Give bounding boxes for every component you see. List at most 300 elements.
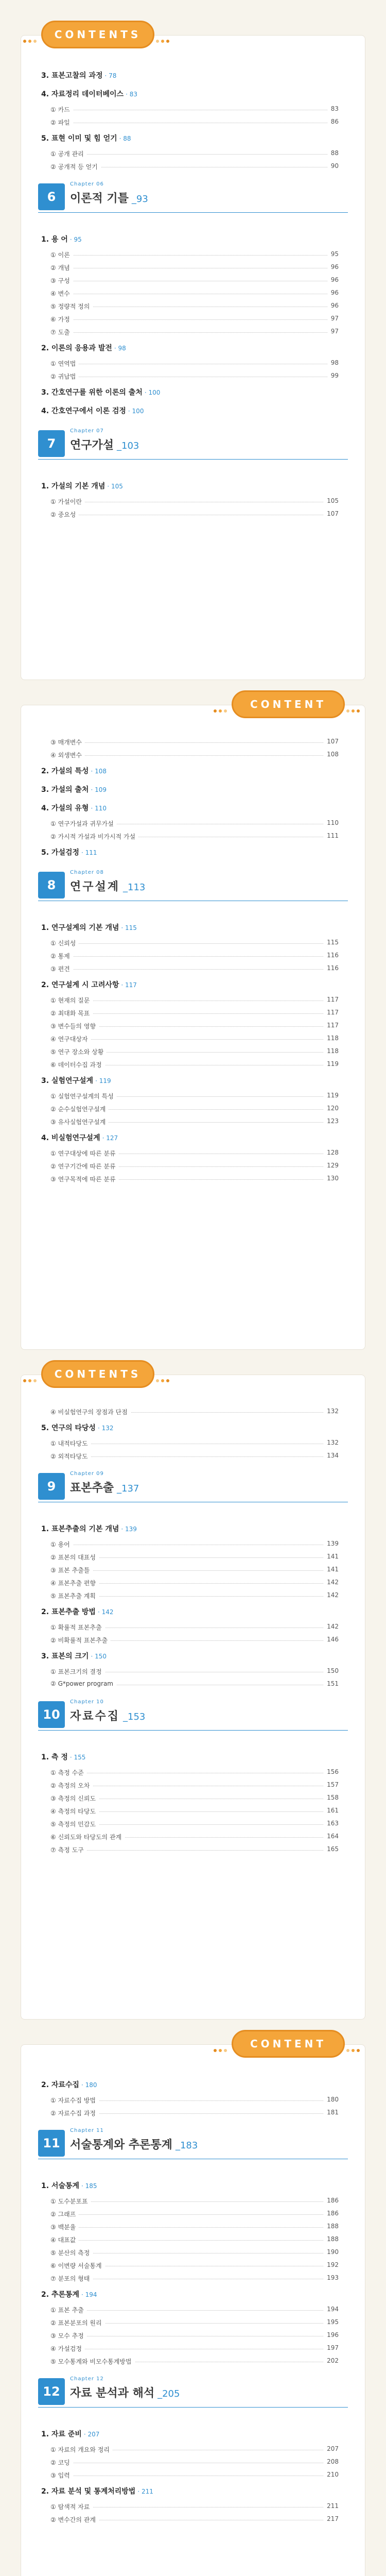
subsection-title: ① 도수분포표 (50, 2197, 91, 2206)
section-page-number: · 110 (91, 805, 107, 812)
subsection-entry[interactable] (50, 2457, 339, 2468)
section-entry[interactable] (41, 922, 137, 933)
chapter-rule (38, 1730, 348, 1731)
dot-leader (50, 255, 339, 256)
section-entry[interactable] (41, 803, 107, 813)
chapter-title (70, 1707, 145, 1723)
toc-panel (21, 35, 365, 680)
section-entry[interactable] (41, 89, 137, 99)
subsection-entry[interactable] (50, 1148, 339, 1159)
section-title: 1. 측 정 (41, 1753, 68, 1761)
section-title: 2. 자료 분석 및 통계처리방법 (41, 2487, 136, 2496)
subsection-entry[interactable] (50, 1780, 339, 1791)
subsection-page-number: 188 (324, 2235, 339, 2243)
subsection-title: ① 가설이란 (50, 497, 85, 506)
subsection-page-number: 111 (324, 832, 339, 839)
subsection-entry[interactable] (50, 1635, 339, 1646)
subsection-entry[interactable] (50, 1590, 339, 1602)
subsection-entry[interactable] (50, 2273, 339, 2284)
section-entry[interactable] (41, 847, 97, 857)
subsection-title: ⑥ 신뢰도와 타당도의 관계 (50, 1833, 125, 1841)
subsection-title: ⑥ 이변량 서술통계 (50, 2261, 105, 2270)
subsection-page-number: 117 (324, 996, 339, 1003)
subsection-entry[interactable] (50, 275, 339, 286)
subsection-entry[interactable] (50, 963, 339, 975)
subsection-entry[interactable] (50, 2470, 339, 2481)
subsection-entry[interactable] (50, 1059, 339, 1071)
subsection-entry[interactable] (50, 1008, 339, 1019)
subsection-title: ② 통제 (50, 952, 73, 960)
subsection-page-number: 105 (324, 497, 339, 504)
chapter-title-text: 이론적 기틀 (70, 192, 129, 205)
subsection-entry[interactable] (50, 2317, 339, 2329)
chapter-tag: Chapter 12 (70, 2376, 104, 2382)
subsection-page-number: 142 (324, 1579, 339, 1586)
subsection-entry[interactable] (50, 2234, 339, 2246)
subsection-entry[interactable] (50, 1161, 339, 1172)
section-page-number: · 142 (97, 1608, 114, 1616)
subsection-title: ① 용어 (50, 1540, 73, 1549)
subsection-title: ② 외적타당도 (50, 1452, 91, 1461)
subsection-page-number: 129 (324, 1162, 339, 1169)
subsection-title: ② 파일 (50, 118, 73, 127)
subsection-title: ② 비확률적 표본추출 (50, 1636, 111, 1645)
subsection-title: ④ 대표값 (50, 2235, 79, 2244)
section-title: 1. 자료 준비 (41, 2430, 82, 2438)
subsection-entry[interactable] (50, 1679, 339, 1690)
chapter-title (70, 1479, 139, 1495)
section-page-number: · 132 (97, 1425, 114, 1432)
section-page-number: · 100 (128, 408, 144, 415)
subsection-entry[interactable] (50, 2330, 339, 2342)
subsection-title: ② 측정의 오차 (50, 1781, 93, 1790)
tab-dots-decoration (345, 2042, 364, 2046)
section-page-number: · 155 (69, 1754, 86, 1761)
chapter-number-badge: 9 (38, 1473, 65, 1500)
chapter-tag: Chapter 07 (70, 428, 104, 434)
subsection-entry[interactable] (50, 1622, 339, 1633)
subsection-entry[interactable] (50, 104, 339, 115)
subsection-title: ⑤ 모수통계와 비모수통계방법 (50, 2357, 135, 2366)
chapter-number-badge: 8 (38, 872, 65, 899)
subsection-title: ① 신뢰성 (50, 939, 79, 947)
subsection-page-number: 141 (324, 1553, 339, 1560)
subsection-page-number: 97 (328, 315, 339, 322)
subsection-title: ③ 모수 추정 (50, 2331, 87, 2340)
section-page-number: · 115 (121, 924, 137, 931)
subsection-entry[interactable] (50, 161, 339, 173)
subsection-title: ⑤ 분산의 측정 (50, 2248, 93, 2257)
subsection-entry[interactable] (50, 1021, 339, 1032)
chapter-tag: Chapter 09 (70, 1471, 104, 1477)
subsection-title: ② 표본의 대표성 (50, 1553, 99, 1562)
subsection-entry[interactable] (50, 1844, 339, 1856)
subsection-entry[interactable] (50, 1033, 339, 1045)
chapter-rule (38, 2407, 348, 2408)
subsection-entry[interactable] (50, 2501, 339, 2513)
subsection-entry[interactable] (50, 1767, 339, 1778)
subsection-page-number: 217 (324, 2515, 339, 2522)
subsection-title: ① 연구가설과 귀무가설 (50, 819, 117, 828)
subsection-page-number: 116 (324, 952, 339, 959)
subsection-page-number: 130 (324, 1175, 339, 1182)
subsection-entry[interactable] (50, 2356, 339, 2367)
subsection-page-number: 211 (324, 2502, 339, 2510)
subsection-page-number: 139 (324, 1540, 339, 1547)
subsection-page-number: 86 (328, 118, 339, 125)
subsection-title: ⑥ 데이터수집 과정 (50, 1060, 105, 1069)
chapter-heading[interactable] (38, 1701, 348, 1734)
chapter-heading[interactable] (38, 2130, 348, 2163)
section-title: 2. 추론통계 (41, 2291, 80, 2299)
subsection-page-number: 96 (328, 276, 339, 283)
subsection-entry[interactable] (50, 1552, 339, 1563)
section-page-number: · 105 (107, 483, 123, 490)
section-page-number: · 139 (121, 1526, 137, 1533)
subsection-page-number: 158 (324, 1794, 339, 1801)
section-entry[interactable] (41, 1523, 137, 1534)
subsection-page-number: 142 (324, 1623, 339, 1630)
chapter-page-number: _153 (123, 1711, 146, 1722)
subsection-entry[interactable] (50, 509, 339, 520)
section-entry[interactable] (41, 1132, 118, 1143)
chapter-tag: Chapter 11 (70, 2128, 104, 2133)
section-title: 5. 가설검정 (41, 849, 80, 857)
subsection-page-number: 90 (328, 162, 339, 170)
subsection-title: ② 개념 (50, 263, 73, 272)
subsection-entry[interactable] (50, 327, 339, 338)
subsection-entry[interactable] (50, 314, 339, 325)
subsection-entry[interactable] (50, 1539, 339, 1550)
dot-leader (50, 2310, 339, 2311)
chapter-tag: Chapter 10 (70, 1699, 104, 1705)
subsection-entry[interactable] (50, 148, 339, 160)
subsection-page-number: 118 (324, 1047, 339, 1055)
subsection-title: ② 가시적 가설과 비가시적 가설 (50, 832, 138, 841)
subsection-page-number: 141 (324, 1566, 339, 1573)
section-title: 4. 간호연구에서 이론 검정 (41, 407, 126, 415)
subsection-entry[interactable] (50, 1091, 339, 1102)
section-entry[interactable] (41, 979, 137, 990)
subsection-page-number: 83 (328, 105, 339, 112)
subsection-entry[interactable] (50, 2222, 339, 2233)
subsection-entry[interactable] (50, 288, 339, 299)
section-title: 3. 표본의 크기 (41, 1652, 89, 1660)
section-entry[interactable] (41, 405, 144, 416)
subsection-title: ⑦ 측정 도구 (50, 1845, 87, 1854)
subsection-page-number: 157 (324, 1781, 339, 1788)
subsection-title: ② 순수실험연구설계 (50, 1105, 109, 1113)
chapter-page-number: _183 (175, 2140, 198, 2151)
subsection-title: ④ 가설검정 (50, 2344, 85, 2353)
section-entry[interactable] (41, 2180, 97, 2191)
dot-leader (50, 1013, 339, 1014)
contents-tab (41, 1360, 154, 1388)
subsection-entry[interactable] (50, 2209, 339, 2220)
section-title: 3. 실험연구설계 (41, 1077, 94, 1085)
section-entry[interactable] (41, 1752, 85, 1762)
section-page-number: · 117 (121, 981, 137, 989)
section-entry[interactable] (41, 1422, 114, 1433)
subsection-title: ② 최대화 목표 (50, 1009, 93, 1018)
section-entry[interactable] (41, 2486, 153, 2496)
dot-leader (50, 943, 339, 944)
section-page-number: · 127 (102, 1134, 118, 1142)
chapter-heading[interactable] (38, 872, 348, 905)
section-entry[interactable] (41, 1606, 114, 1617)
subsection-entry[interactable] (50, 1819, 339, 1830)
chapter-heading[interactable] (38, 183, 348, 216)
section-entry[interactable] (41, 133, 131, 143)
section-page-number: · 78 (104, 72, 117, 79)
subsection-page-number: 115 (324, 939, 339, 946)
subsection-entry[interactable] (50, 1116, 339, 1128)
section-title: 4. 가설의 유형 (41, 804, 89, 812)
subsection-entry[interactable] (50, 995, 339, 1006)
section-title: 4. 비실험연구설계 (41, 1134, 100, 1142)
chapter-title-text: 자료수집 (70, 1710, 120, 1723)
dot-leader (50, 1456, 339, 1457)
subsection-title: ① 연구대상에 따른 분류 (50, 1149, 119, 1158)
subsection-title: ① 내적타당도 (50, 1439, 91, 1448)
subsection-entry[interactable] (50, 1793, 339, 1804)
subsection-entry[interactable] (50, 2108, 339, 2119)
subsection-entry[interactable] (50, 2514, 339, 2526)
section-entry[interactable] (41, 70, 116, 80)
chapter-heading[interactable] (38, 1473, 348, 1506)
dot-leader (50, 1850, 339, 1851)
subsection-page-number: 151 (324, 1680, 339, 1687)
section-entry[interactable] (41, 1651, 107, 1661)
subsection-page-number: 150 (324, 1667, 339, 1674)
section-page-number: · 100 (144, 389, 161, 396)
section-title: 1. 서술통계 (41, 2182, 80, 2190)
contents-tab-label: CONTENTS (54, 1368, 142, 1380)
subsection-title: ⑦ 도출 (50, 328, 73, 336)
chapter-title-text: 연구설계 (70, 880, 120, 893)
subsection-entry[interactable] (50, 1578, 339, 1589)
subsection-title: ① 자료수집 방법 (50, 2096, 99, 2105)
subsection-title: ③ 변수들의 영향 (50, 1022, 99, 1030)
subsection-title: ① 탐색적 자료 (50, 2502, 93, 2511)
section-title: 3. 간호연구를 위한 이론의 출처 (41, 388, 143, 397)
subsection-entry[interactable] (50, 1046, 339, 1058)
section-page-number: · 194 (81, 2291, 97, 2298)
subsection-title: ① 자료의 개요와 정리 (50, 2445, 113, 2454)
subsection-title: ① 실험연구설계의 특성 (50, 1092, 117, 1100)
section-title: 1. 표본추출의 기본 개념 (41, 1525, 119, 1533)
chapter-number-badge: 6 (38, 183, 65, 210)
chapter-heading[interactable] (38, 430, 348, 463)
subsection-entry[interactable] (50, 262, 339, 274)
subsection-page-number: 163 (324, 1820, 339, 1827)
chapter-heading[interactable] (38, 2378, 348, 2411)
chapter-title (70, 878, 145, 894)
section-entry[interactable] (41, 481, 123, 491)
section-entry[interactable] (41, 2079, 97, 2090)
subsection-entry[interactable] (50, 2343, 339, 2354)
subsection-title: ③ 구성 (50, 276, 73, 285)
subsection-title: ① 현재의 질문 (50, 996, 93, 1005)
dot-leader (50, 956, 339, 957)
section-page-number: · 211 (137, 2488, 153, 2495)
section-page-number: · 98 (114, 345, 126, 352)
subsection-entry[interactable] (50, 1438, 339, 1449)
section-page-number: · 88 (119, 135, 131, 142)
subsection-title: ④ 변수 (50, 289, 73, 298)
section-entry[interactable] (41, 387, 160, 397)
subsection-title: ⑤ 측정의 민감도 (50, 1820, 99, 1828)
tab-dots-decoration (213, 2042, 231, 2046)
subsection-entry[interactable] (50, 938, 339, 949)
subsection-title: ③ 표본 추출틀 (50, 1566, 93, 1574)
subsection-title: ② 중요성 (50, 510, 79, 519)
subsection-title: ② G*power program (50, 1680, 116, 1687)
dot-leader (50, 154, 339, 155)
subsection-entry[interactable] (50, 737, 339, 748)
section-entry[interactable] (41, 343, 126, 353)
tab-dots-decoration (155, 33, 173, 37)
subsection-entry[interactable] (50, 1406, 339, 1418)
subsection-page-number: 161 (324, 1807, 339, 1814)
subsection-entry[interactable] (50, 496, 339, 507)
chapter-number-badge: 7 (38, 430, 65, 457)
subsection-entry[interactable] (50, 1174, 339, 1185)
subsection-entry[interactable] (50, 2444, 339, 2455)
section-page-number: · 180 (81, 2081, 97, 2089)
subsection-page-number: 181 (324, 2109, 339, 2116)
tab-dots-decoration (22, 33, 41, 37)
subsection-page-number: 117 (324, 1022, 339, 1029)
subsection-page-number: 128 (324, 1149, 339, 1156)
subsection-entry[interactable] (50, 371, 339, 382)
chapter-title-text: 자료 분석과 해석 (70, 2387, 155, 2400)
subsection-title: ④ 비실험연구의 장점과 단점 (50, 1408, 131, 1416)
subsection-entry[interactable] (50, 750, 339, 761)
section-entry[interactable] (41, 766, 107, 776)
subsection-title: ② 귀납법 (50, 372, 79, 381)
subsection-page-number: 186 (324, 2197, 339, 2204)
subsection-title: ④ 연구대상자 (50, 1035, 91, 1043)
dot-leader (50, 742, 339, 743)
chapter-page-number: _93 (131, 194, 148, 205)
subsection-entry[interactable] (50, 2304, 339, 2316)
subsection-page-number: 88 (328, 149, 339, 157)
contents-tab-label: CONTENT (250, 2038, 327, 2050)
subsection-entry[interactable] (50, 951, 339, 962)
section-title: 2. 자료수집 (41, 2081, 80, 2089)
section-page-number: · 109 (91, 786, 107, 793)
subsection-title: ③ 백분율 (50, 2223, 79, 2231)
section-title: 1. 용 어 (41, 235, 68, 244)
subsection-entry[interactable] (50, 358, 339, 369)
subsection-page-number: 118 (324, 1035, 339, 1042)
section-entry[interactable] (41, 2289, 97, 2299)
subsection-title: ② 자료수집 과정 (50, 2109, 99, 2117)
chapter-number-badge: 11 (38, 2130, 65, 2157)
section-title: 4. 자료정리 데이터베이스 (41, 90, 124, 98)
subsection-page-number: 117 (324, 1009, 339, 1016)
subsection-entry[interactable] (50, 831, 339, 842)
subsection-entry[interactable] (50, 2196, 339, 2207)
subsection-title: ② 표본분포의 원리 (50, 2318, 105, 2327)
chapter-title-text: 표본추출 (70, 1482, 114, 1495)
section-title: 5. 표현 이미 및 힘 얻기 (41, 134, 117, 143)
section-page-number: · 185 (81, 2182, 97, 2190)
subsection-page-number: 202 (324, 2357, 339, 2364)
subsection-page-number: 188 (324, 2223, 339, 2230)
tab-dots-decoration (155, 1372, 173, 1377)
subsection-entry[interactable] (50, 1666, 339, 1677)
subsection-page-number: 119 (324, 1060, 339, 1067)
subsection-entry[interactable] (50, 301, 339, 312)
section-entry[interactable] (41, 784, 107, 794)
subsection-title: ③ 측정의 신뢰도 (50, 1794, 99, 1803)
chapter-tag: Chapter 06 (70, 181, 104, 187)
subsection-entry[interactable] (50, 1104, 339, 1115)
subsection-entry[interactable] (50, 2247, 339, 2259)
subsection-page-number: 96 (328, 289, 339, 296)
subsection-title: ② 그래프 (50, 2210, 79, 2218)
contents-tab (232, 690, 345, 718)
subsection-title: ③ 매개변수 (50, 738, 85, 747)
subsection-entry[interactable] (50, 249, 339, 261)
section-entry[interactable] (41, 2429, 99, 2439)
dot-leader (50, 319, 339, 320)
subsection-page-number: 180 (324, 2096, 339, 2103)
dot-leader (50, 2201, 339, 2202)
chapter-tag: Chapter 08 (70, 870, 104, 875)
section-title: 2. 표본추출 방법 (41, 1608, 96, 1616)
subsection-page-number: 116 (324, 964, 339, 972)
subsection-page-number: 96 (328, 263, 339, 270)
subsection-title: ① 확률적 표본추출 (50, 1623, 105, 1632)
subsection-title: ① 이론 (50, 250, 73, 259)
subsection-page-number: 146 (324, 1636, 339, 1643)
subsection-page-number: 142 (324, 1591, 339, 1599)
dot-leader (50, 2227, 339, 2228)
subsection-entry[interactable] (50, 818, 339, 829)
section-entry[interactable] (41, 234, 82, 244)
subsection-entry[interactable] (50, 1451, 339, 1462)
section-entry[interactable] (41, 1075, 111, 1086)
section-page-number: · 95 (69, 236, 82, 243)
subsection-entry[interactable] (50, 117, 339, 128)
contents-tab (232, 2030, 345, 2058)
chapter-number-badge: 12 (38, 2378, 65, 2405)
section-page-number: · 119 (95, 1077, 111, 1084)
section-title: 5. 연구의 타당성 (41, 1424, 96, 1432)
subsection-title: ② 공개적 등 얻기 (50, 162, 101, 171)
subsection-page-number: 97 (328, 328, 339, 335)
dot-leader (50, 1039, 339, 1040)
subsection-page-number: 132 (324, 1439, 339, 1446)
subsection-entry[interactable] (50, 2095, 339, 2106)
subsection-page-number: 123 (324, 1117, 339, 1125)
subsection-entry[interactable] (50, 1832, 339, 1843)
subsection-title: ① 카드 (50, 105, 73, 114)
dot-leader (50, 755, 339, 756)
dot-leader (50, 2214, 339, 2215)
subsection-page-number: 110 (324, 819, 339, 826)
subsection-entry[interactable] (50, 1565, 339, 1576)
subsection-entry[interactable] (50, 2260, 339, 2272)
subsection-page-number: 119 (324, 1092, 339, 1099)
subsection-title: ④ 측정의 타당도 (50, 1807, 99, 1816)
subsection-entry[interactable] (50, 1806, 339, 1817)
subsection-page-number: 108 (324, 751, 339, 758)
chapter-title (70, 190, 148, 206)
